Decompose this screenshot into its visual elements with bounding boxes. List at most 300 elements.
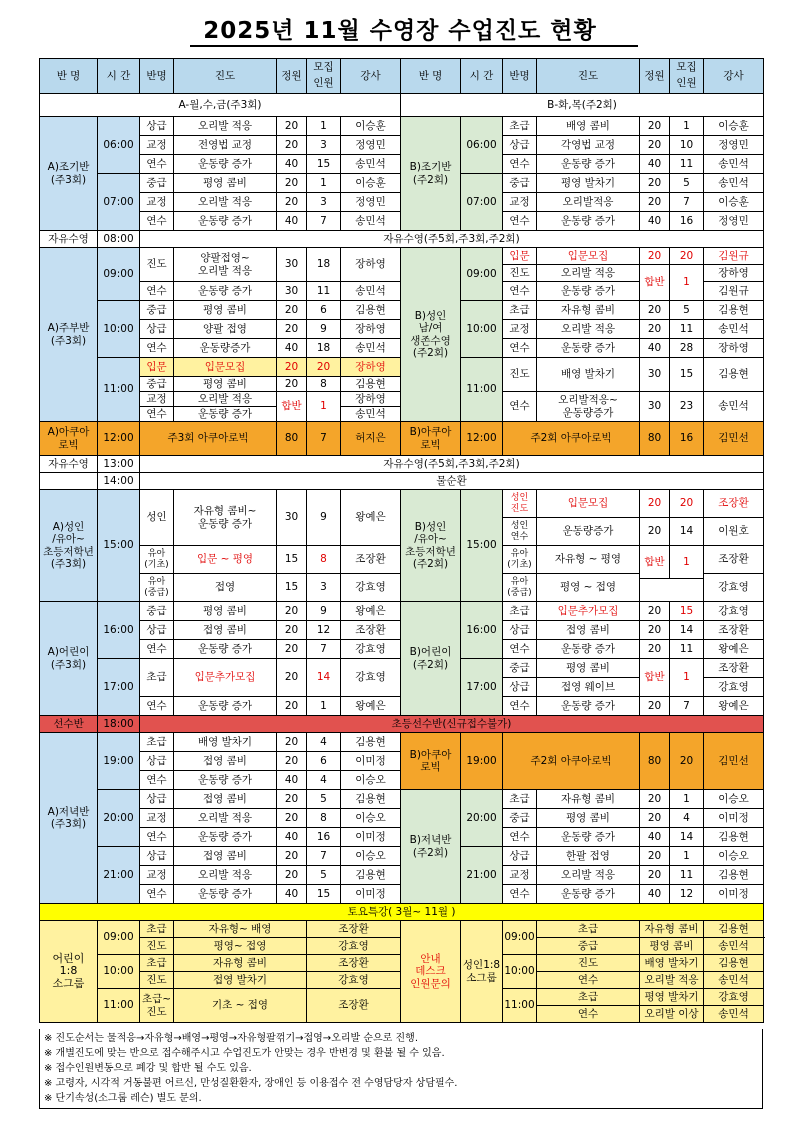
cell-a_1900_2-0: 상급 — [140, 752, 174, 771]
cell-a_1600_3-3: 7 — [307, 640, 341, 659]
cell-a_1000_1-1: 평영 콤비 — [174, 301, 277, 320]
table-cell: 진도 — [140, 248, 174, 282]
table-cell: 조장환 — [341, 546, 401, 574]
table-cell: 진도 — [503, 265, 537, 282]
table-row — [40, 231, 764, 248]
cell-b_1700_3-1: 운동량 증가 — [537, 697, 640, 716]
cell-a_2100_1-4: 이승오 — [341, 847, 401, 866]
group-a-housewife: A)주부반 (주3회) — [40, 248, 98, 422]
table-cell: 강효영 — [341, 574, 401, 602]
cell-b_0700_1-2: 20 — [640, 174, 670, 193]
table-cell: 조장환 — [307, 989, 401, 1023]
section-a: A-월,수,금(주3회) — [40, 94, 401, 117]
header-right-5: 모집 인원 — [670, 59, 704, 94]
table-cell: 1 — [307, 392, 341, 422]
group-b-aqua-evening: B)아쿠아 로빅 — [401, 733, 461, 790]
group-a-aqua: A)아쿠아 로빅 — [40, 422, 98, 456]
table-cell: 조장환 — [704, 490, 764, 518]
cell-b_0600_3-4: 송민석 — [704, 155, 764, 174]
table-cell: 08:00 — [98, 231, 140, 248]
table-cell: 20 — [640, 602, 670, 621]
table-cell: 접영 — [174, 574, 277, 602]
cell-b_0700_2-2: 20 — [640, 193, 670, 212]
cell-a_1900_2-2: 20 — [277, 752, 307, 771]
cell-b_1700_3-2: 20 — [640, 697, 670, 716]
cell-b_1500_2-1: 운동량증가 — [537, 518, 640, 546]
cell-b_1000_3-1: 운동량 증가 — [537, 339, 640, 358]
group-b-kids: B)어린이 (주2회) — [401, 602, 461, 716]
cell-a_0700_2-3: 3 — [307, 193, 341, 212]
table-cell: 주2회 아쿠아로빅 — [503, 733, 640, 790]
table-cell: 19:00 — [98, 733, 140, 790]
cell-b_2000_3-3: 14 — [670, 828, 704, 847]
free-swim-text: 자유수영(주5회,주3회,주2회) — [140, 456, 764, 473]
table-cell: 평영~ 접영 — [174, 938, 307, 955]
cell-b_1600_2-0: 상급 — [503, 621, 537, 640]
table-row — [40, 733, 764, 752]
table-cell: 송민석 — [341, 407, 401, 422]
cell-a_2000_3-2: 40 — [277, 828, 307, 847]
table-cell: 12:00 — [461, 422, 503, 456]
table-cell: 장하영 — [341, 248, 401, 282]
table-cell — [40, 473, 98, 490]
header-right-2: 반명 — [503, 59, 537, 94]
table-cell: 조장환 — [307, 921, 401, 938]
table-cell: 자유형 ~ 평영 — [537, 546, 640, 574]
cell-a_1000_2-3: 9 — [307, 320, 341, 339]
cell-a_2100_2-2: 20 — [277, 866, 307, 885]
table-cell: 14:00 — [98, 473, 140, 490]
table-cell: 자유형 콤비~ 운동량 증가 — [174, 490, 277, 546]
cell-a_0600_2-2: 20 — [277, 136, 307, 155]
cell-a_1100_1-0: 입문 — [140, 358, 174, 377]
table-cell: 9 — [307, 490, 341, 546]
free-swim-text: 자유수영(주5회,주3회,주2회) — [140, 231, 764, 248]
table-cell: 1 — [670, 659, 704, 697]
table-cell: 왕예은 — [341, 490, 401, 546]
title-underline — [190, 45, 638, 47]
table-cell: 조장환 — [704, 659, 764, 678]
cell-a_0700_3-0: 연수 — [140, 212, 174, 231]
cell-a_0700_2-4: 정영민 — [341, 193, 401, 212]
table-cell: 초급 — [140, 921, 174, 938]
table-row — [40, 904, 764, 921]
cell-b_2100_3-1: 운동량 증가 — [537, 885, 640, 904]
cell-a_2000_3-0: 연수 — [140, 828, 174, 847]
table-cell: 송민석 — [704, 392, 764, 422]
cell-b_0600_2-0: 상급 — [503, 136, 537, 155]
table-cell: 80 — [640, 422, 670, 456]
group-b-evening: B)저녁반 (주2회) — [401, 790, 461, 904]
elite-label: 선수반 — [40, 716, 98, 733]
cell-a_2000_3-4: 이미정 — [341, 828, 401, 847]
cell-a_2100_2-0: 교정 — [140, 866, 174, 885]
table-cell: 15:00 — [461, 490, 503, 602]
note-line: ※ 개별진도에 맞는 반으로 접수해주시고 수업진도가 안맞는 경우 반변경 및 환불 될 수 있음. — [44, 1048, 445, 1059]
saturday-adult: 성인1:8 소그룹 — [461, 921, 503, 1023]
cell-b_1600_2-4: 조장환 — [704, 621, 764, 640]
cell-a_1900_3-2: 40 — [277, 771, 307, 790]
table-cell: 11:00 — [98, 358, 140, 422]
table-cell: 10:00 — [503, 955, 537, 989]
cell-a_1700_2-2: 20 — [277, 697, 307, 716]
table-cell: 초급 — [503, 602, 537, 621]
cell-a_0600_3-2: 40 — [277, 155, 307, 174]
table-cell: 17:00 — [98, 659, 140, 716]
table-cell: 오리발 이상 — [640, 1006, 704, 1023]
cell-b_0700_3-1: 운동량 증가 — [537, 212, 640, 231]
table-cell: 11:00 — [98, 989, 140, 1023]
cell-a_1700_2-3: 1 — [307, 697, 341, 716]
cell-a_0600_3-1: 운동량 증가 — [174, 155, 277, 174]
table-cell: 김용현 — [704, 358, 764, 392]
table-cell: 강효영 — [704, 678, 764, 697]
cell-b_2000_2-3: 4 — [670, 809, 704, 828]
cell-a_1000_1-4: 김용현 — [341, 301, 401, 320]
cell-b_1500_2-2: 20 — [640, 518, 670, 546]
cell-a_0600_2-1: 전영법 교정 — [174, 136, 277, 155]
cell-a_1100_2-0: 중급 — [140, 377, 174, 392]
group-b-adult-child: B)성인 /유아~ 초등저학년 (주2회) — [401, 490, 461, 602]
cell-b_0600_2-2: 20 — [640, 136, 670, 155]
cell-a_0600_2-0: 교정 — [140, 136, 174, 155]
table-cell: 연수 — [140, 407, 174, 422]
cell-a_1600_1-2: 20 — [277, 602, 307, 621]
cell-a_1000_3-0: 연수 — [140, 339, 174, 358]
table-cell: 15 — [670, 358, 704, 392]
cell-b_0700_2-4: 이승훈 — [704, 193, 764, 212]
table-cell: 13:00 — [98, 456, 140, 473]
table-cell: 평영 발차기 — [640, 989, 704, 1006]
cell-a_1900_1-3: 4 — [307, 733, 341, 752]
table-cell: 허지은 — [341, 422, 401, 456]
cell-b_0600_1-4: 이승훈 — [704, 117, 764, 136]
table-cell: 주3회 아쿠아로빅 — [140, 422, 277, 456]
cell-a_1600_1-0: 중급 — [140, 602, 174, 621]
table-cell: 11:00 — [503, 989, 537, 1023]
table-cell: 진도 — [503, 358, 537, 392]
cell-a_1900_1-2: 20 — [277, 733, 307, 752]
cell-a_1600_2-1: 접영 콤비 — [174, 621, 277, 640]
cell-a_1000_3-3: 18 — [307, 339, 341, 358]
table-cell: 송민석 — [704, 972, 764, 989]
cell-a_2000_1-1: 접영 콤비 — [174, 790, 277, 809]
cell-b_1000_2-0: 교정 — [503, 320, 537, 339]
cell-a_0700_1-2: 20 — [277, 174, 307, 193]
cell-a_0900_2-0: 연수 — [140, 282, 174, 301]
header-right-6: 강사 — [704, 59, 764, 94]
group-a-kids: A)어린이 (주3회) — [40, 602, 98, 716]
table-cell: 초급 — [537, 989, 640, 1006]
table-cell: 오리발 적응 — [174, 392, 277, 407]
cell-a_0600_2-4: 정영민 — [341, 136, 401, 155]
table-cell: 23 — [670, 392, 704, 422]
cell-b_2000_1-4: 이승오 — [704, 790, 764, 809]
cell-a_1000_1-3: 6 — [307, 301, 341, 320]
cell-b_0700_1-3: 5 — [670, 174, 704, 193]
table-cell: 입문모집 — [537, 490, 640, 518]
cell-b_0700_2-1: 오리발적응 — [537, 193, 640, 212]
cell-b_2000_3-2: 40 — [640, 828, 670, 847]
table-cell: 김용현 — [704, 955, 764, 972]
cell-a_2000_2-4: 이승오 — [341, 809, 401, 828]
cell-a_1900_3-0: 연수 — [140, 771, 174, 790]
table-cell: 접영 웨이브 — [537, 678, 640, 697]
cell-a_1100_1-2: 20 — [277, 358, 307, 377]
table-cell: 김민선 — [704, 422, 764, 456]
cell-a_1100_1-4: 장하영 — [341, 358, 401, 377]
info-desk: 안내 데스크 인원문의 — [401, 921, 461, 1023]
group-a-morning: A)조기반 (주3회) — [40, 117, 98, 231]
group-b-adult-survival: B)성인 남/여 생존수영 (주2회) — [401, 248, 461, 422]
cell-b_1000_1-0: 초급 — [503, 301, 537, 320]
table-cell: 3 — [307, 574, 341, 602]
table-cell: 강효영 — [307, 972, 401, 989]
cell-a_0700_3-3: 7 — [307, 212, 341, 231]
cell-a_2100_3-4: 이미정 — [341, 885, 401, 904]
header-right-0: 반 명 — [401, 59, 461, 94]
group-a-evening: A)저녁반 (주3회) — [40, 733, 98, 904]
cell-a_0600_1-1: 오리발 적응 — [174, 117, 277, 136]
table-cell: 30 — [277, 490, 307, 546]
cell-a_0900_2-1: 운동량 증가 — [174, 282, 277, 301]
note-line: ※ 단기속성(소그룹 레슨) 별도 문의. — [44, 1093, 202, 1104]
cell-b_0600_2-4: 정영민 — [704, 136, 764, 155]
table-cell: 강효영 — [704, 989, 764, 1006]
cell-a_1600_2-2: 20 — [277, 621, 307, 640]
cell-a_1000_2-0: 상급 — [140, 320, 174, 339]
table-cell: 초급 — [140, 659, 174, 697]
cell-b_0600_1-1: 배영 콤비 — [537, 117, 640, 136]
cell-b_2000_1-2: 20 — [640, 790, 670, 809]
table-cell: 진도 — [537, 955, 640, 972]
combined-class: 합반 — [640, 546, 670, 579]
cell-a_2100_2-1: 오리발 적응 — [174, 866, 277, 885]
cell-b_0900_1-4: 김원규 — [704, 248, 764, 265]
cell-b_2100_3-0: 연수 — [503, 885, 537, 904]
table-row — [40, 716, 764, 733]
cell-a_1000_2-4: 장하영 — [341, 320, 401, 339]
cell-b_0700_3-0: 연수 — [503, 212, 537, 231]
cell-b_1600_2-1: 접영 콤비 — [537, 621, 640, 640]
group-a-adult-child: A)성인 /유아~ 초등저학년 (주3회) — [40, 490, 98, 602]
note-line: ※ 고령자, 시각적 거동불편 어르신, 만성질환환자, 장애인 등 이용접수 전 수영담당자 상담필수. — [44, 1078, 458, 1089]
table-cell: 입문추가모집 — [537, 602, 640, 621]
cell-b_1000_1-2: 20 — [640, 301, 670, 320]
table-cell: 배영 발차기 — [537, 358, 640, 392]
cell-a_2000_1-2: 20 — [277, 790, 307, 809]
cell-a_1900_2-1: 접영 콤비 — [174, 752, 277, 771]
cell-a_2100_2-3: 5 — [307, 866, 341, 885]
header-right-3: 진도 — [537, 59, 640, 94]
cell-b_0700_1-1: 평영 발차기 — [537, 174, 640, 193]
table-cell: 조장환 — [307, 955, 401, 972]
table-row — [40, 117, 764, 136]
cell-b_0700_1-4: 송민석 — [704, 174, 764, 193]
cell-b_0600_1-0: 초급 — [503, 117, 537, 136]
table-cell: 20:00 — [98, 790, 140, 847]
table-cell: 20:00 — [461, 790, 503, 847]
cell-b_2100_1-0: 상급 — [503, 847, 537, 866]
table-cell: 초급~ 진도 — [140, 989, 174, 1023]
table-cell: 21:00 — [461, 847, 503, 904]
table-cell: 09:00 — [503, 921, 537, 955]
table-cell: 20 — [670, 490, 704, 518]
cell-b_0900_1-2: 20 — [640, 248, 670, 265]
cell-b_0900_1-1: 입문모집 — [537, 248, 640, 265]
cell-b_1600_2-3: 14 — [670, 621, 704, 640]
cell-a_1600_2-3: 12 — [307, 621, 341, 640]
table-cell: 20 — [277, 659, 307, 697]
combined-class: 합반 — [277, 392, 307, 422]
cell-b_1600_3-4: 왕예은 — [704, 640, 764, 659]
cell-a_1000_3-2: 40 — [277, 339, 307, 358]
cell-b_0700_3-2: 40 — [640, 212, 670, 231]
cell-b_0900_1-3: 20 — [670, 248, 704, 265]
table-row — [40, 94, 764, 117]
table-cell: 09:00 — [98, 248, 140, 301]
cell-a_1600_2-4: 조장환 — [341, 621, 401, 640]
cell-a_0700_2-1: 오리발 적응 — [174, 193, 277, 212]
table-cell: 15 — [277, 546, 307, 574]
table-row — [40, 59, 764, 94]
cell-a_1000_1-0: 중급 — [140, 301, 174, 320]
table-row — [40, 921, 764, 938]
cell-a_2100_1-3: 7 — [307, 847, 341, 866]
table-cell: 80 — [640, 733, 670, 790]
cell-a_0600_3-0: 연수 — [140, 155, 174, 174]
group-b-morning: B)조기반 (주2회) — [401, 117, 461, 231]
table-cell: 평영 콤비 — [640, 938, 704, 955]
cell-a_1100_2-2: 20 — [277, 377, 307, 392]
cell-b_0600_2-3: 10 — [670, 136, 704, 155]
cell-b_0600_3-2: 40 — [640, 155, 670, 174]
cell-a_1900_1-0: 초급 — [140, 733, 174, 752]
table-cell: 18:00 — [98, 716, 140, 733]
cell-b_2100_1-2: 20 — [640, 847, 670, 866]
table-cell: 오리발 적응 — [640, 972, 704, 989]
header-left-3: 진도 — [174, 59, 277, 94]
table-cell: 10:00 — [98, 955, 140, 989]
cell-a_2100_3-0: 연수 — [140, 885, 174, 904]
header-left-2: 반명 — [140, 59, 174, 94]
group-b-aqua: B)아쿠아 로빅 — [401, 422, 461, 456]
table-cell: 19:00 — [461, 733, 503, 790]
cell-b_1600_2-2: 20 — [640, 621, 670, 640]
cell-b_2100_2-1: 오리발 적응 — [537, 866, 640, 885]
table-cell: 20 — [670, 733, 704, 790]
cell-b_1700_3-4: 왕예은 — [704, 697, 764, 716]
cell-b_0600_3-0: 연수 — [503, 155, 537, 174]
table-cell: 30 — [277, 248, 307, 282]
cell-b_2100_3-2: 40 — [640, 885, 670, 904]
cell-b_2100_2-3: 11 — [670, 866, 704, 885]
cell-a_2100_3-3: 15 — [307, 885, 341, 904]
table-cell: 7 — [307, 422, 341, 456]
table-cell: 유아 (기초) — [140, 546, 174, 574]
cell-b_0600_3-1: 운동량 증가 — [537, 155, 640, 174]
cell-b_1000_2-4: 송민석 — [704, 320, 764, 339]
table-cell: 교정 — [140, 392, 174, 407]
table-cell: 송민석 — [704, 938, 764, 955]
cell-b_0600_3-3: 11 — [670, 155, 704, 174]
cell-a_1000_3-1: 운동량증가 — [174, 339, 277, 358]
table-cell: 입문 ~ 평영 — [174, 546, 277, 574]
free-swim-label: 자유수영 — [40, 456, 98, 473]
table-cell: 기초 ~ 접영 — [174, 989, 307, 1023]
table-cell: 김민선 — [704, 733, 764, 790]
table-cell: 진도 — [140, 972, 174, 989]
header-left-4: 정원 — [277, 59, 307, 94]
table-cell: 07:00 — [461, 174, 503, 231]
cell-b_1600_3-0: 연수 — [503, 640, 537, 659]
cell-b_2000_3-0: 연수 — [503, 828, 537, 847]
cell-b_0600_2-1: 각영법 교정 — [537, 136, 640, 155]
combined-class: 합반 — [640, 265, 670, 301]
cell-b_1600_3-1: 운동량 증가 — [537, 640, 640, 659]
cell-a_1700_2-4: 왕예은 — [341, 697, 401, 716]
table-cell: 자유형 콤비 — [640, 921, 704, 938]
cell-b_1700_3-0: 연수 — [503, 697, 537, 716]
cell-b_2100_3-3: 12 — [670, 885, 704, 904]
table-cell: 연수 — [503, 282, 537, 301]
cell-a_1100_2-1: 평영 콤비 — [174, 377, 277, 392]
cell-a_2000_3-3: 16 — [307, 828, 341, 847]
cell-a_1900_1-4: 김용현 — [341, 733, 401, 752]
cell-b_1000_3-4: 장하영 — [704, 339, 764, 358]
table-cell: 10:00 — [98, 301, 140, 358]
cell-a_1900_2-4: 이미정 — [341, 752, 401, 771]
table-cell: 18 — [307, 248, 341, 282]
table-cell: 연수 — [503, 392, 537, 422]
cell-b_2000_2-0: 중급 — [503, 809, 537, 828]
cell-b_1000_3-3: 28 — [670, 339, 704, 358]
cell-a_0700_2-2: 20 — [277, 193, 307, 212]
cell-a_1000_2-1: 양팔 접영 — [174, 320, 277, 339]
cell-b_1000_1-4: 김용현 — [704, 301, 764, 320]
table-cell: 유아 (기초) — [503, 546, 537, 574]
cell-b_1500_2-3: 14 — [670, 518, 704, 546]
cell-b_1000_3-2: 40 — [640, 339, 670, 358]
table-cell: 11:00 — [461, 358, 503, 422]
cell-a_2000_2-1: 오리발 적응 — [174, 809, 277, 828]
saturday-kids: 어린이 1:8 소그룹 — [40, 921, 98, 1023]
table-cell: 운동량 증가 — [537, 282, 640, 301]
cell-a_1900_3-1: 운동량 증가 — [174, 771, 277, 790]
cell-a_2000_2-0: 교정 — [140, 809, 174, 828]
saturday-title: 토요특강( 3월~ 11월 ) — [40, 904, 764, 921]
note-line: ※ 접수인원변동으로 폐강 및 합반 될 수도 있음. — [44, 1063, 252, 1074]
table-cell: 장하영 — [704, 265, 764, 282]
cell-a_0900_2-3: 11 — [307, 282, 341, 301]
cell-a_2100_3-2: 40 — [277, 885, 307, 904]
cell-a_1600_3-2: 20 — [277, 640, 307, 659]
note-line: ※ 진도순서는 물적응→자유형→배영→평영→자유형팔꺾기→접영→오리발 순으로 진행. — [44, 1033, 419, 1044]
table-cell: 김용현 — [704, 921, 764, 938]
cell-a_1700_2-1: 운동량 증가 — [174, 697, 277, 716]
cell-b_2000_2-1: 평영 콤비 — [537, 809, 640, 828]
table-cell: 80 — [277, 422, 307, 456]
table-cell: 입문추가모집 — [174, 659, 277, 697]
table-cell: 초급 — [140, 955, 174, 972]
cell-a_1000_1-2: 20 — [277, 301, 307, 320]
cell-b_0700_3-4: 정영민 — [704, 212, 764, 231]
section-b: B-화,목(주2회) — [401, 94, 764, 117]
cell-a_1900_3-3: 4 — [307, 771, 341, 790]
water-circulation: 물순환 — [140, 473, 764, 490]
cell-a_0900_2-4: 송민석 — [341, 282, 401, 301]
cell-a_0700_3-1: 운동량 증가 — [174, 212, 277, 231]
